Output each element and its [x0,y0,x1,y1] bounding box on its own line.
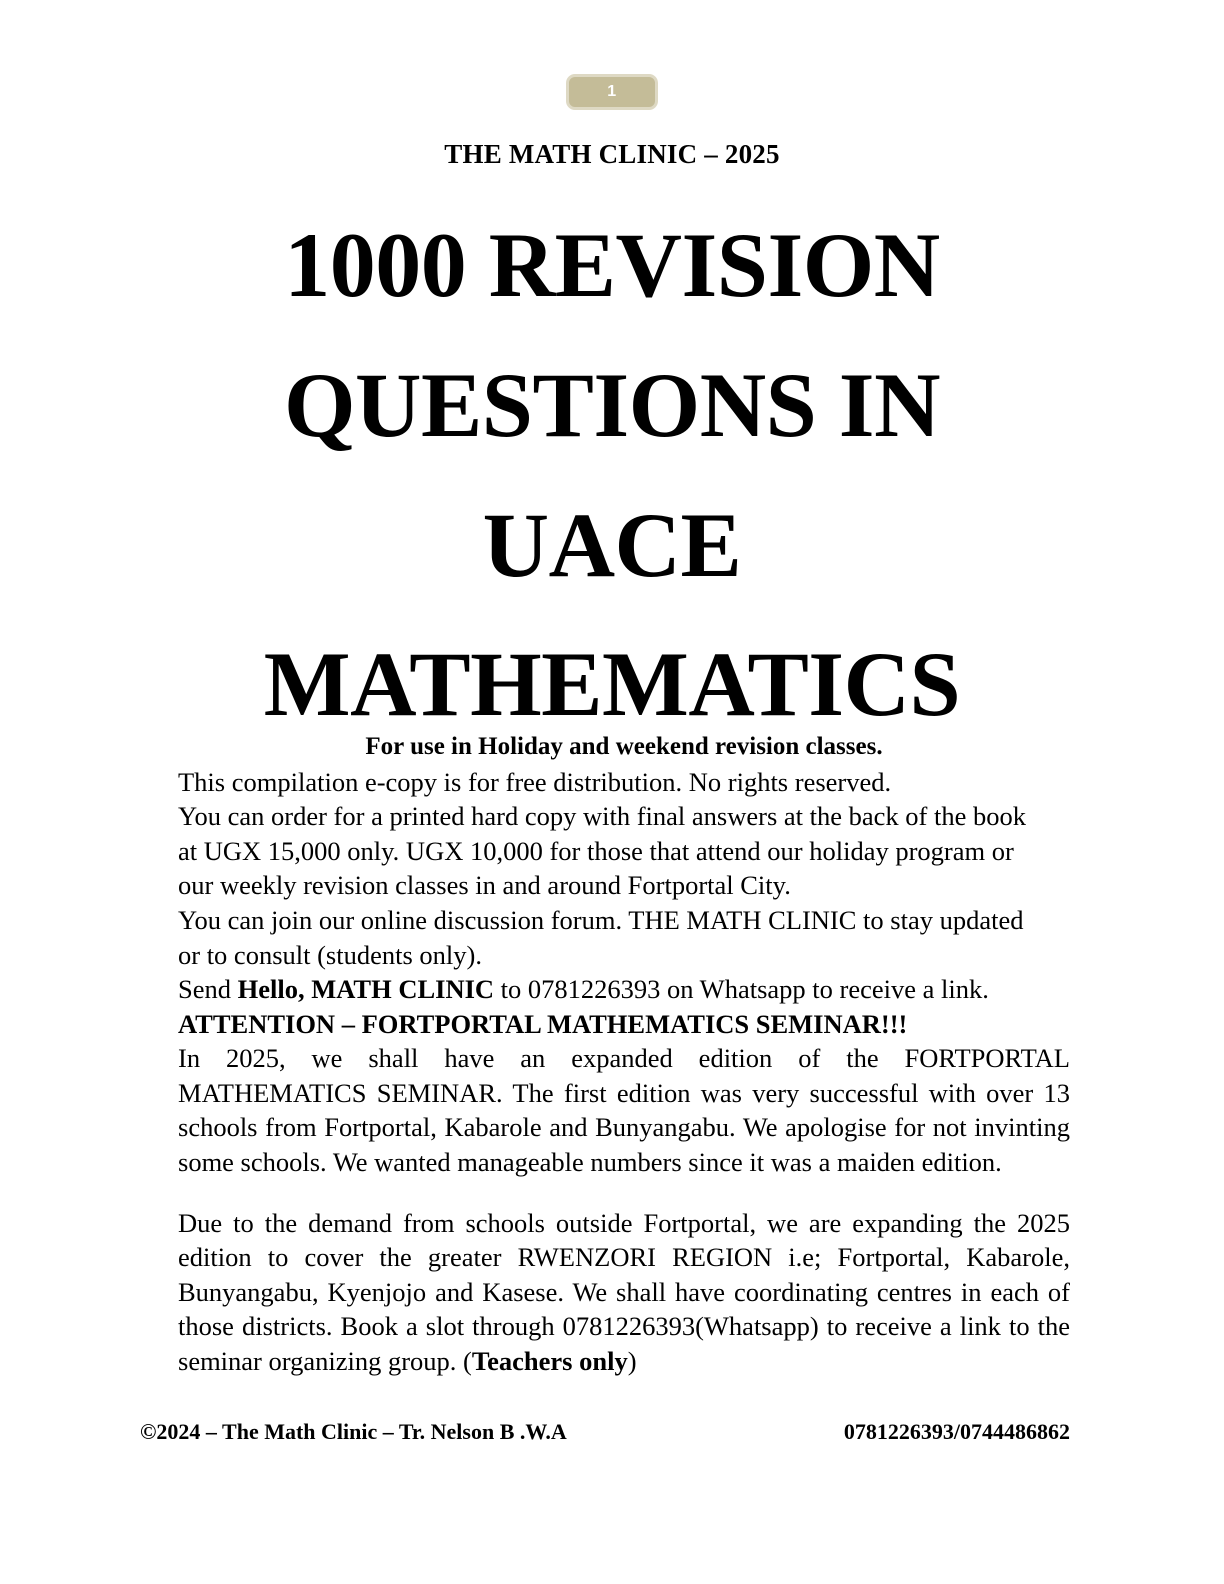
footer-contacts: 0781226393/0744486862 [843,1419,1070,1444]
expansion-paragraph-text: Due to the demand from schools outside Fortportal, we are expanding the 2025 edition to cover the greater RWENZORI REGION i.e; Fortportal, Kabarole, Bunyangabu, Kyenjojo and Kasese. We shall have coordinating centres in each of those districts. Book a slot through 0781226393(Whatsapp) to receive a link to the seminar organizing group. ( [178,1207,1070,1376]
body-line-consult: or to consult (students only). [178,939,482,970]
document-body [178,731,1070,1378]
teachers-only-bold: Teachers only [471,1345,628,1376]
document-header-title: THE MATH CLINIC – 2025 [444,139,780,169]
send-suffix-text: to 0781226393 on Whatsapp to receive a link. [494,974,989,1005]
body-subtitle: For use in Holiday and weekend revision classes. [365,733,883,760]
body-line-free-distribution: This compilation e-copy is for free distribution. No rights reserved. [178,766,892,797]
title-line-2: QUESTIONS IN [283,353,941,456]
title-line-1: 1000 REVISION [284,214,940,316]
attention-seminar-heading: ATTENTION – FORTPORTAL MATHEMATICS SEMINAR!!! [178,1008,908,1039]
seminar-paragraph-first-edition: In 2025, we shall have an expanded edition of the FORTPORTAL MATHEMATICS SEMINAR. The first edition was very successful with over 13 schools from Fortportal, Kabarole and Bunyangabu. We apologise for not invinting some schools. We wanted manageable numbers since it was a maiden edition. [178,1043,1070,1177]
send-keyword-bold: Hello, MATH CLINIC [237,974,495,1005]
body-line-whatsapp-instruction [178,972,1070,1007]
body-line-pricing: at UGX 15,000 only. UGX 10,000 for those that attend our holiday program or [178,835,1014,866]
body-line-discussion-forum: You can join our online discussion forum. THE MATH CLINIC to stay updated [178,904,1024,935]
document-main-title [112,196,1112,755]
page-number-badge-container [0,74,1224,110]
expansion-paragraph-tail: ) [627,1345,637,1376]
document-footer [140,1419,1070,1445]
footer-copyright: ©2024 – The Math Clinic – Tr. Nelson B .W.A [140,1419,567,1444]
title-line-3: UACE [482,493,742,596]
body-line-revision-classes: our weekly revision classes in and around Fortportal City. [178,870,791,901]
send-prefix-text: Send [178,974,238,1005]
body-line-order-hardcopy: You can order for a printed hard copy with final answers at the back of the book [178,801,1026,832]
page-number-badge: 1 [566,74,658,110]
title-line-4: MATHEMATICS [263,633,961,736]
seminar-paragraph-expansion [178,1206,1070,1379]
